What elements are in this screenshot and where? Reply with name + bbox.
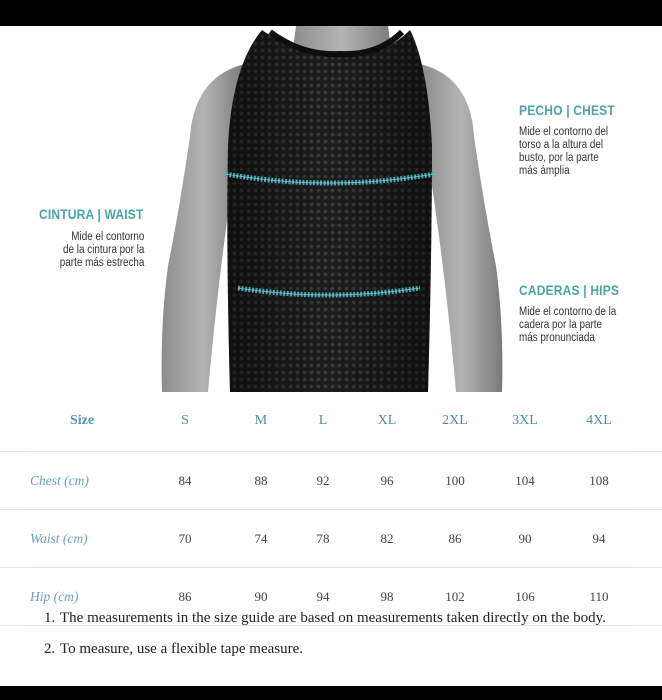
table-cell: 90 [518, 530, 532, 546]
chest-label-desc [519, 126, 608, 178]
table-cell: 94 [592, 530, 606, 546]
size-header-cell: S [181, 412, 189, 428]
row-label: Chest (cm) [30, 472, 89, 488]
waist-desc-line: parte más estrecha [59, 257, 144, 269]
table-cell: 110 [589, 588, 609, 604]
chest-desc-line: torso a la altura del [519, 139, 604, 151]
waist-desc-line: Mide el contorno [70, 231, 144, 243]
table-cell: 100 [445, 472, 465, 488]
size-header-cell: M [254, 412, 268, 428]
table-cell: 98 [380, 588, 394, 604]
hips-desc-line: más pronunciada [519, 332, 595, 344]
note-text: To measure, use a flexible tape measure. [60, 641, 304, 657]
waist-label-desc [59, 231, 144, 270]
chest-label-title: PECHO | CHEST [519, 102, 615, 118]
hips-label-title: CADERAS | HIPS [519, 282, 620, 298]
table-cell: 92 [316, 472, 330, 488]
table-cell: 74 [254, 530, 268, 546]
size-header-cell: 3XL [512, 412, 538, 428]
notes-list [44, 608, 634, 670]
size-header-cell: XL [377, 412, 397, 428]
size-header-cell: L [318, 412, 328, 428]
table-cell: 106 [515, 588, 535, 604]
size-table-header-row [0, 390, 662, 452]
chest-desc-line: Mide el contorno del [519, 126, 609, 138]
right-arm [420, 64, 502, 392]
waist-desc-line: de la cintura por la [62, 244, 145, 256]
table-cell: 102 [445, 588, 465, 604]
size-header-label: Size [70, 412, 95, 428]
table-cell: 84 [178, 472, 192, 488]
size-header-cell: 4XL [586, 412, 612, 428]
table-row [0, 510, 662, 568]
size-table [0, 390, 662, 626]
row-label: Hip (cm) [30, 588, 79, 604]
hips-desc-line: cadera por la parte [519, 319, 603, 331]
table-cell: 86 [448, 530, 462, 546]
note-number: 2. [44, 641, 56, 657]
table-cell: 78 [316, 530, 330, 546]
row-label: Waist (cm) [30, 530, 88, 546]
note-item [44, 639, 634, 660]
table-row [0, 452, 662, 510]
table-cell: 70 [178, 530, 192, 546]
note-item [44, 608, 634, 629]
table-cell: 90 [254, 588, 268, 604]
chest-desc-line: busto, por la parte [519, 152, 599, 164]
table-cell: 94 [316, 588, 330, 604]
note-number: 1. [44, 610, 56, 626]
size-guide-page [0, 26, 662, 686]
hips-desc-line: Mide el contorno de la [519, 306, 617, 318]
table-cell: 88 [254, 472, 268, 488]
chest-desc-line: más ámplia [519, 165, 570, 177]
table-cell: 104 [515, 472, 535, 488]
table-cell: 96 [380, 472, 394, 488]
table-cell: 108 [589, 472, 609, 488]
table-cell: 82 [380, 530, 394, 546]
size-header-cell: 2XL [442, 412, 468, 428]
hips-label-desc [519, 306, 616, 345]
mesh-shirt [227, 30, 432, 392]
waist-label-title: CINTURA | WAIST [39, 206, 144, 222]
note-text: The measurements in the size guide are based on measurements taken directly on the body. [60, 610, 606, 626]
table-cell: 86 [178, 588, 192, 604]
